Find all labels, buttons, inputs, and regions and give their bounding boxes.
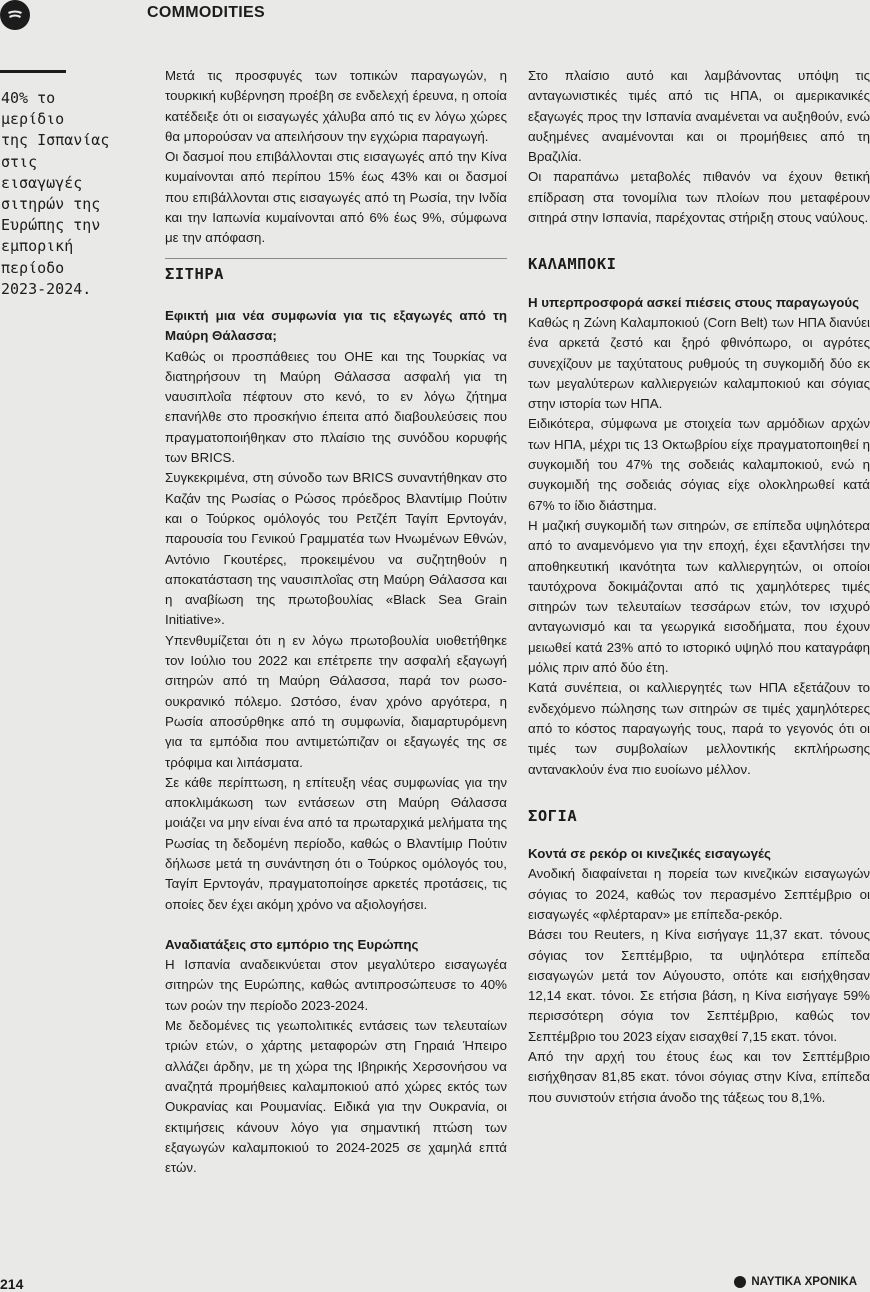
subheading: Αναδιατάξεις στο εμπόριο της Ευρώπης: [165, 936, 419, 952]
paragraph: Οι παραπάνω μεταβολές πιθανόν να έχουν θετική επίδραση στα τονομίλια των πλοίων που μεταφέρουν σιτηρά στην Ισπανία, παρέχοντας στήριξη στους ναύλους.: [528, 169, 870, 226]
brand-name: ΝΑΥΤΙΚΑ ΧΡΟΝΙΚΑ: [751, 1276, 857, 1288]
paragraph: Από την αρχή του έτους έως και τον Σεπτέμβριο εισήχθησαν 81,85 εκατ. τόνοι σόγιας στην Κίνα, επίπεδα που συνιστούν ετήσια άνοδο της τάξεως του 8,1%.: [528, 1049, 870, 1105]
paragraph: Βάσει του Reuters, η Κίνα εισήγαγε 11,37 εκατ. τόνους σόγιας τον Σεπτέμβριο, τα υψηλότερα επίπεδα εισαγωγών μετά τον Αύγουστο, οπότε και εισήχθησαν 12,14 εκατ. τόνοι. Σε ετήσια βάση, η Κίνα εισήγαγε 59% περισσότερη σόγια τον Σεπτέμβριο, καθώς τον Σεπτέμβριο του 2023 είχαν εισαχθεί 7,15 εκατ. τόνοι.: [528, 927, 870, 1044]
subheading: Κοντά σε ρεκόρ οι κινεζικές εισαγωγές: [528, 846, 771, 862]
paragraph: Η Ισπανία αναδεικνύεται στον μεγαλύτερο εισαγωγέα σιτηρών της Ευρώπης, καθώς αντιπροσώπευσε το 40% των ροών την περίοδο 2023-2024.: [165, 957, 507, 1013]
paragraph: Η μαζική συγκομιδή των σιτηρών, σε επίπεδα υψηλότερα από το αναμενόμενο για την εποχή, έχει εξαντλήσει την αποθηκευτική ικανότητα των καλλιεργητών, οι οποίοι ταυτόχρονα δοκιμάζονται από τις χαμηλότερες τιμές σιτηρών των τελευταίων τεσσάρων ετών, τον ισχυρό ανταγωνισμό και τα γεωργικά εισοδήματα, που έχουν μειωθεί κατά 23% από το ιστορικό υψηλό που καταγράφη μόλις πριν από δύο έτη.: [528, 517, 870, 676]
page-number: 214: [0, 1276, 24, 1292]
paragraph: Στο πλαίσιο αυτό και λαμβάνοντας υπόψη τις ανταγωνιστικές τιμές από τις ΗΠΑ, οι αμερικανικές εξαγωγές προς την Ισπανία αναμένεται να αυξηθούν, ενώ αυξημένες αναμένονται και οι προμήθειες από τη Βραζιλία.: [528, 68, 870, 165]
subheading: Η υπερπροσφορά ασκεί πιέσεις στους παραγωγούς: [528, 294, 860, 310]
ship-logo-icon: [0, 0, 30, 30]
paragraph: Ειδικότερα, σύμφωνα με στοιχεία των αρμόδιων αρχών των ΗΠΑ, μέχρι τις 13 Οκτωβρίου είχε πραγματοποιηθεί η συγκομιδή του 47% της σοδειάς καλαμποκιού, ενώ η συγκομιδή της σοδειάς σόγιας είχε ολοκληρωθεί κατά 67% το ίδιο διάστημα.: [528, 416, 870, 513]
article-column-2: [528, 66, 870, 1108]
paragraph: Καθώς η Ζώνη Καλαμποκιού (Corn Belt) των ΗΠΑ διανύει ένα αρκετά ζεστό και ξηρό φθινόπωρο, οι αγρότες συνεχίζουν με ταχύτατους ρυθμούς τη συγκομιδή δύο εκ των μεγαλύτερων καλλιεργειών καλαμποκιού και σόγιας στην ιστορία των ΗΠΑ.: [528, 314, 870, 412]
brand-logo-icon: [734, 1276, 746, 1288]
paragraph: Συγκεκριμένα, στη σύνοδο των BRICS συναντήθηκαν στο Καζάν της Ρωσίας ο Ρώσος πρόεδρος Βλαντίμιρ Πούτιν και ο Τούρκος ομόλογός του Ρετζέπ Ταγίπ Ερντογάν, παρουσία του Γενικού Γραμματέα των Ηνωμένων Εθνών, Αντόνιο Γκουτέρες, προκειμένου να συζητηθούν η αποκατάσταση της ναυσιπλοΐας στη Μαύρη Θάλασσα και η αναβίωση της πρωτοβουλίας «Black Sea Grain Initiative».: [165, 470, 507, 628]
paragraph: Μετά τις προσφυγές των τοπικών παραγωγών, η τουρκική κυβέρνηση προέβη σε ενδελεχή έρευνα, η οποία κατέδειξε ότι οι εισαγωγές χάλυβα από τις εν λόγω χώρες θα μπορούσαν να απειλήσουν την εγχώρια παραγωγή.: [165, 68, 507, 144]
section-label: COMMODITIES: [147, 4, 265, 21]
subheading: Εφικτή μια νέα συμφωνία για τις εξαγωγές από τη Μαύρη Θάλασσα;: [165, 307, 507, 344]
brand-footer: [734, 1276, 857, 1288]
paragraph: Υπενθυμίζεται ότι η εν λόγω πρωτοβουλία υιοθετήθηκε τον Ιούλιο του 2022 και επέτρεπε την ασφαλή εξαγωγή σιτηρών από τη Μαύρη Θάλασσα, παρά τον ρωσο-ουκρανικό πόλεμο. Ωστόσο, έναν χρόνο αργότερα, η Ρωσία αποσύρθηκε από τη συμφωνία, διαμαρτυρόμενη για τα εμπόδια που αντιμετώπιζαν οι εξαγωγές της σε τρόφιμα και λιπάσματα.: [165, 632, 507, 770]
paragraph: Κατά συνέπεια, οι καλλιεργητές των ΗΠΑ εξετάζουν το ενδεχόμενο πώλησης των σιτηρών σε τιμές χαμηλότερες από το κόστος παραγωγής τους, παρά το γεγονός ότι οι τιμές των συμβολαίων μελλοντικής εκπλήρωσης αντανακλούν ένα πιο ευοίωνο μέλλον.: [528, 680, 870, 777]
section-divider: [165, 258, 507, 259]
sidebar-rule: [0, 70, 66, 73]
paragraph: Σε κάθε περίπτωση, η επίτευξη νέας συμφωνίας για την αποκλιμάκωση των εντάσεων στη Μαύρη Θάλασσα μοιάζει να μην είναι ένα από τα πρωταρχικά μελήματα της Ρωσίας τη δεδομένη περίοδο, καθώς ο Βλαντίμιρ Πούτιν δήλωσε μετά τη συνάντηση ότι ο Τούρκος ομόλογός του, Ταγίπ Ερντογάν, πραγματοποίησε αρκετές προτάσεις, τις οποίες δεν έχει ακόμη χρόνο να αξιολογήσει.: [165, 774, 507, 912]
paragraph: Ανοδική διαφαίνεται η πορεία των κινεζικών εισαγωγών σόγιας το 2024, καθώς τον περασμένο Σεπτέμβριο οι εισαγωγές «φλέρταραν» με επίπεδα-ρεκόρ.: [528, 866, 870, 922]
section-heading-corn: ΚΑΛΑΜΠΟΚΙ: [528, 255, 617, 274]
paragraph: Με δεδομένες τις γεωπολιτικές εντάσεις των τελευταίων τριών ετών, ο χάρτης μεταφορών στη Γηραιά Ήπειρο αλλάζει άρδην, με τη χώρα της Ιβηρικής Χερσονήσου να αναζητά προμήθειες καλαμποκιού από χώρες εκτός των Ουκρανίας και Ρουμανίας. Ειδικά για την Ουκρανία, οι εκτιμήσεις κάνουν λόγο για σημαντική πτώση των εξαγωγών καλαμποκιού το 2024-2025 σε χαμηλά επτά ετών.: [165, 1018, 507, 1176]
section-heading-soy: ΣΟΓΙΑ: [528, 806, 578, 825]
section-heading-grain: ΣΙΤΗΡΑ: [165, 264, 224, 283]
paragraph: Οι δασμοί που επιβάλλονται στις εισαγωγές από την Κίνα κυμαίνονται από περίπου 15% έως 43% και οι δασμοί που επιβάλλονται στις εισαγωγές από τη Ρωσία, την Ινδία και την Ιαπωνία κυμαίνονται από 6% έως 9%, σύμφωνα με την απόφαση.: [165, 149, 507, 246]
paragraph: Καθώς οι προσπάθειες του ΟΗΕ και της Τουρκίας να διατηρήσουν τη Μαύρη Θάλασσα ασφαλή για τη ναυσιπλοΐα πέφτουν στο κενό, το εν λόγω ζήτημα επανήλθε στο προσκήνιο έπειτα από διαβουλεύσεις που πραγματοποιήθηκαν στο πλαίσιο της συνόδου κορυφής των BRICS.: [165, 348, 507, 466]
article-column-1: [165, 66, 507, 1178]
pull-quote: 40% το μερίδιο της Ισπανίας στις εισαγωγές σιτηρών της Ευρώπης την εμπορική περίοδο 2023-2024.: [1, 89, 110, 298]
